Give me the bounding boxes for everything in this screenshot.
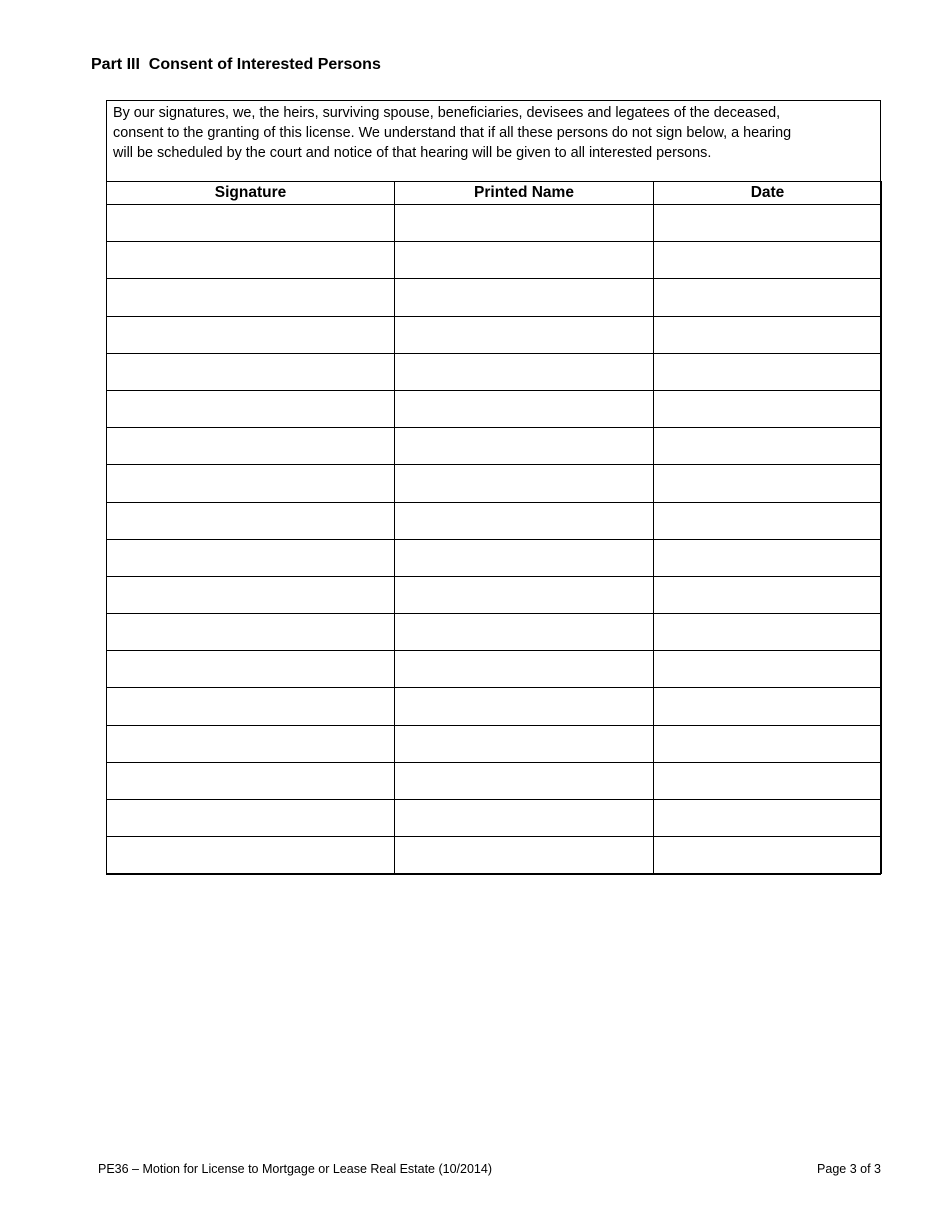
signature-cell[interactable] xyxy=(107,390,395,427)
printed-name-cell[interactable] xyxy=(395,688,654,725)
printed-name-cell[interactable] xyxy=(395,651,654,688)
date-cell[interactable] xyxy=(654,242,882,279)
table-header-row xyxy=(107,182,882,205)
printed-name-cell[interactable] xyxy=(395,428,654,465)
date-cell[interactable] xyxy=(654,725,882,762)
date-cell[interactable] xyxy=(654,279,882,316)
signature-cell[interactable] xyxy=(107,428,395,465)
date-cell[interactable] xyxy=(654,316,882,353)
consent-statement: By our signatures, we, the heirs, surviving spouse, beneficiaries, devisees and legatees of the deceased, consent to the granting of this license. We understand that if all these persons do not sign below, a hearing will be scheduled by the court and notice of that hearing will be given to all interested persons. xyxy=(113,105,792,162)
signature-cell[interactable] xyxy=(107,242,395,279)
date-cell[interactable] xyxy=(654,502,882,539)
signature-cell[interactable] xyxy=(107,279,395,316)
printed-name-cell[interactable] xyxy=(395,539,654,576)
part-heading: Part III Consent of Interested Persons xyxy=(91,56,381,73)
printed-name-column-header: Printed Name xyxy=(395,182,654,205)
signature-cell[interactable] xyxy=(107,800,395,837)
date-cell[interactable] xyxy=(654,651,882,688)
table-row xyxy=(107,465,882,502)
table-row xyxy=(107,614,882,651)
signature-cell[interactable] xyxy=(107,837,395,874)
printed-name-cell[interactable] xyxy=(395,279,654,316)
printed-name-cell[interactable] xyxy=(395,800,654,837)
table-row xyxy=(107,800,882,837)
signature-cell[interactable] xyxy=(107,651,395,688)
date-cell[interactable] xyxy=(654,428,882,465)
date-cell[interactable] xyxy=(654,837,882,874)
signature-cell[interactable] xyxy=(107,762,395,799)
date-cell[interactable] xyxy=(654,688,882,725)
date-cell[interactable] xyxy=(654,576,882,613)
printed-name-cell[interactable] xyxy=(395,837,654,874)
date-cell[interactable] xyxy=(654,539,882,576)
date-cell[interactable] xyxy=(654,205,882,242)
signature-cell[interactable] xyxy=(107,353,395,390)
printed-name-cell[interactable] xyxy=(395,353,654,390)
date-cell[interactable] xyxy=(654,800,882,837)
printed-name-cell[interactable] xyxy=(395,614,654,651)
table-row xyxy=(107,651,882,688)
signature-cell[interactable] xyxy=(107,576,395,613)
date-cell[interactable] xyxy=(654,390,882,427)
table-row xyxy=(107,539,882,576)
printed-name-cell[interactable] xyxy=(395,762,654,799)
printed-name-cell[interactable] xyxy=(395,465,654,502)
form-title-footer: PE36 – Motion for License to Mortgage or Lease Real Estate (10/2014) xyxy=(98,1162,492,1176)
printed-name-cell[interactable] xyxy=(395,576,654,613)
date-column-header: Date xyxy=(654,182,882,205)
consent-section xyxy=(106,100,881,875)
signature-cell[interactable] xyxy=(107,688,395,725)
signature-table xyxy=(106,181,882,874)
table-row xyxy=(107,688,882,725)
date-cell[interactable] xyxy=(654,353,882,390)
table-row xyxy=(107,390,882,427)
printed-name-cell[interactable] xyxy=(395,502,654,539)
table-row xyxy=(107,242,882,279)
table-row xyxy=(107,205,882,242)
table-row xyxy=(107,762,882,799)
date-cell[interactable] xyxy=(654,614,882,651)
signature-cell[interactable] xyxy=(107,725,395,762)
table-row xyxy=(107,502,882,539)
signature-cell[interactable] xyxy=(107,316,395,353)
signature-cell[interactable] xyxy=(107,539,395,576)
signature-cell[interactable] xyxy=(107,614,395,651)
signature-cell[interactable] xyxy=(107,205,395,242)
printed-name-cell[interactable] xyxy=(395,316,654,353)
printed-name-cell[interactable] xyxy=(395,242,654,279)
table-row xyxy=(107,428,882,465)
table-row xyxy=(107,725,882,762)
table-row xyxy=(107,837,882,874)
table-row xyxy=(107,316,882,353)
signature-cell[interactable] xyxy=(107,502,395,539)
signature-column-header: Signature xyxy=(107,182,395,205)
table-row xyxy=(107,353,882,390)
printed-name-cell[interactable] xyxy=(395,205,654,242)
page-number: Page 3 of 3 xyxy=(817,1162,881,1176)
printed-name-cell[interactable] xyxy=(395,725,654,762)
table-row xyxy=(107,576,882,613)
date-cell[interactable] xyxy=(654,465,882,502)
table-row xyxy=(107,279,882,316)
signature-cell[interactable] xyxy=(107,465,395,502)
printed-name-cell[interactable] xyxy=(395,390,654,427)
date-cell[interactable] xyxy=(654,762,882,799)
